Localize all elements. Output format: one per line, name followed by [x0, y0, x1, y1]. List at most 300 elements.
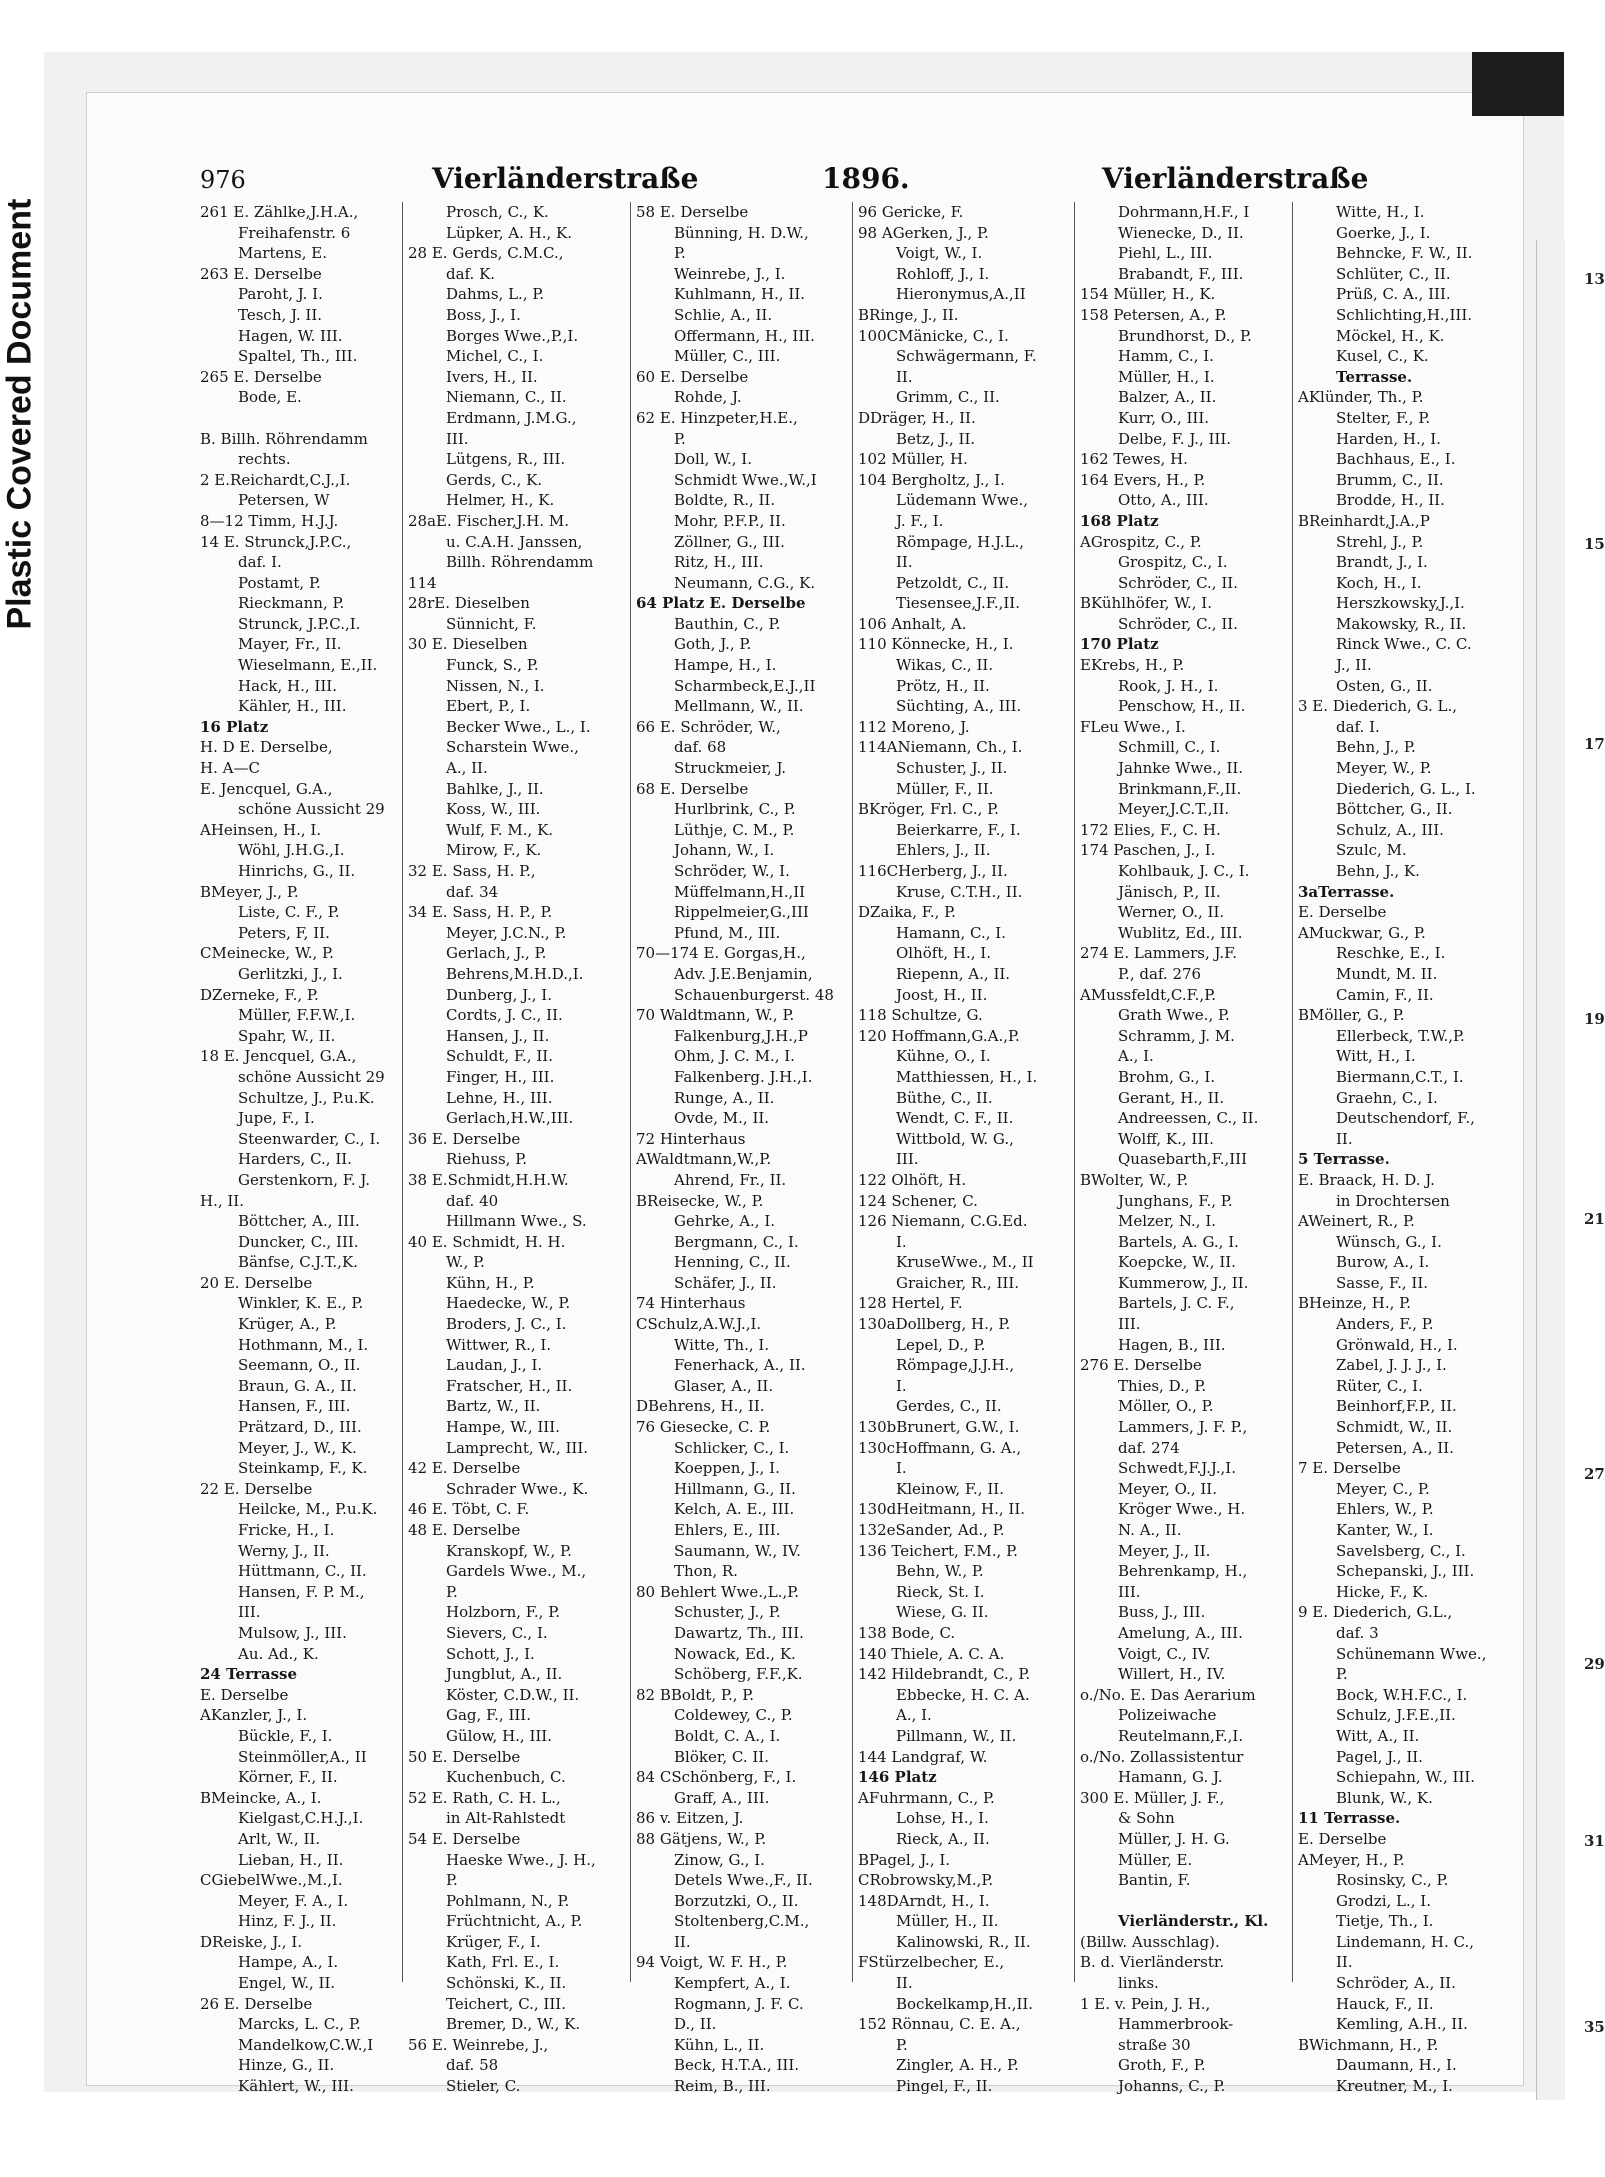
next-page-edge: [1536, 240, 1565, 2100]
directory-entry: 48 E. Derselbe: [408, 1521, 521, 1539]
directory-entry: Goerke, J., I.: [1336, 223, 1431, 242]
directory-entry: EKrebs, H., P.: [1080, 656, 1185, 675]
directory-entry: 80 Behlert Wwe.,L.,P.: [636, 1582, 800, 1601]
directory-entry: B. d. Vierländerstr.: [1080, 1953, 1225, 1972]
directory-entry: Spaltel, Th., III.: [238, 347, 358, 366]
directory-entry: Schlie, A., II.: [674, 305, 773, 324]
directory-entry: III.: [1118, 1582, 1141, 1601]
directory-entry: Brinkmann,F.,II.: [1118, 779, 1242, 798]
directory-entry: 60 E. Derselbe: [636, 367, 749, 386]
directory-entry: Schlüter, C., II.: [1336, 264, 1451, 283]
directory-entry: Meyer, F. A., I.: [238, 1891, 349, 1910]
directory-entry: 70 Waldtmann, W., P.: [636, 1006, 795, 1025]
directory-entry: 84 CSchönberg, F., I.: [636, 1768, 797, 1787]
directory-entry: Graff, A., III.: [674, 1788, 770, 1807]
directory-entry: 3 E. Diederich, G. L.,: [1298, 697, 1458, 716]
directory-entry: Ritz, H., III.: [674, 553, 764, 572]
edge-number: 31: [1584, 1832, 1605, 1850]
directory-entry: Bergmann, C., I.: [674, 1232, 799, 1251]
directory-entry: I.: [896, 1376, 907, 1395]
directory-entry: 126 Niemann, C.G.Ed.: [858, 1212, 1028, 1231]
directory-entry: Rosinsky, C., P.: [1336, 1871, 1449, 1890]
directory-entry: P.: [896, 2035, 908, 2054]
directory-entry: u. C.A.H. Janssen,: [446, 532, 583, 551]
directory-entry: 130bBrunert, G.W., I.: [858, 1418, 1020, 1437]
directory-entry: Kalinowski, R., II.: [896, 1932, 1031, 1951]
directory-entry: 170 Platz: [1080, 635, 1159, 654]
directory-entry: Amelung, A., III.: [1118, 1623, 1243, 1642]
directory-entry: Jänisch, P., II.: [1118, 882, 1221, 901]
directory-entry: rechts.: [238, 450, 291, 469]
directory-entry: daf. 274: [1118, 1438, 1180, 1457]
directory-entry: 26 E. Derselbe: [200, 1994, 313, 2013]
directory-entry: Mulsow, J., III.: [238, 1623, 347, 1642]
directory-entry: Hinze, G., II.: [238, 2056, 335, 2075]
directory-entry: Makowsky, R., II.: [1336, 614, 1467, 633]
directory-entry: Krüger, F., I.: [446, 1932, 541, 1951]
directory-entry: 265 E. Derselbe: [200, 367, 322, 386]
directory-entry: P.: [446, 1871, 458, 1890]
directory-entry: Liste, C. F., P.: [238, 903, 340, 922]
directory-entry: Strehl, J., P.: [1336, 532, 1424, 551]
directory-entry: Gerant, H., II.: [1118, 1088, 1225, 1107]
directory-entry: 20 E. Derselbe: [200, 1273, 313, 1292]
directory-entry: Kath, Frl. E., I.: [446, 1953, 560, 1972]
edge-number: 13: [1584, 270, 1605, 288]
directory-entry: 261 E. Zählke,J.H.A.,: [200, 203, 359, 221]
directory-entry: 130aDollberg, H., P.: [858, 1315, 1011, 1334]
directory-entry: Nissen, N., I.: [446, 676, 545, 695]
directory-entry: Müller, H., II.: [896, 1912, 999, 1931]
directory-entry: Hampe, H., I.: [674, 656, 777, 675]
directory-entry: Delbe, F. J., III.: [1118, 429, 1232, 448]
directory-entry: Brabandt, F., III.: [1118, 264, 1244, 283]
directory-entry: Bänfse, C.J.T.,K.: [238, 1253, 358, 1272]
directory-entry: Müller, J. H. G.: [1118, 1829, 1230, 1848]
directory-entry: Prätzard, D., III.: [238, 1418, 362, 1437]
directory-entry: Mirow, F., K.: [446, 841, 542, 860]
directory-entry: Schwägermann, F.: [896, 347, 1037, 366]
directory-entry: E. Derselbe: [1298, 903, 1387, 922]
directory-entry: Brandt, J., I.: [1336, 553, 1428, 572]
directory-entry: 64 Platz E. Derselbe: [636, 594, 806, 613]
directory-entry: Thies, D., P.: [1118, 1376, 1207, 1395]
directory-entry: Pingel, F., II.: [896, 2077, 993, 2096]
document-type-text: Plastic Covered Document: [0, 198, 39, 630]
directory-entry: Kühn, L., II.: [674, 2035, 765, 2054]
directory-entry: Petersen, A., II.: [1336, 1438, 1454, 1457]
directory-entry: Detels Wwe.,F., II.: [674, 1871, 813, 1890]
directory-entry: Behn, J., K.: [1336, 862, 1420, 880]
directory-entry: Mandelkow,C.W.,I: [238, 2035, 374, 2054]
directory-entry: Broders, J. C., I.: [446, 1315, 567, 1334]
directory-entry: Falkenburg,J.H.,P: [674, 1026, 808, 1045]
directory-entry: Süchting, A., III.: [896, 697, 1022, 716]
directory-entry: 142 Hildebrandt, C., P.: [858, 1665, 1031, 1684]
directory-entry: Schröder, W., I.: [674, 862, 790, 880]
directory-entry: Schlichting,H.,III.: [1336, 305, 1473, 324]
directory-entry: Schlicker, C., I.: [674, 1438, 790, 1457]
directory-entry: 1 E. v. Pein, J. H.,: [1080, 1994, 1211, 2013]
directory-entry: Werner, O., II.: [1118, 903, 1225, 922]
directory-entry: 148DArndt, H., I.: [858, 1891, 990, 1910]
directory-entry: Hinz, F. J., II.: [238, 1912, 337, 1931]
directory-entry: Krüger, A., P.: [238, 1315, 337, 1334]
directory-entry: Otto, A., III.: [1118, 491, 1209, 510]
directory-entry: Grimm, C., II.: [896, 388, 1000, 407]
directory-entry: 96 Gericke, F.: [858, 203, 964, 221]
directory-entry: Billh. Röhrendamm: [446, 553, 594, 572]
directory-entry: 82 BBoldt, P., P.: [636, 1685, 755, 1704]
directory-entry: Kummerow, J., II.: [1118, 1273, 1249, 1292]
directory-entry: Grodzi, L., I.: [1336, 1891, 1431, 1910]
directory-entry: Ebbecke, H. C. A.: [896, 1685, 1030, 1704]
directory-entry: N. A., II.: [1118, 1521, 1182, 1539]
directory-entry: Melzer, N., I.: [1118, 1212, 1217, 1231]
directory-entry: Haedecke, W., P.: [446, 1294, 571, 1313]
directory-entry: II.: [896, 553, 913, 572]
directory-entry: [1080, 1891, 1294, 1912]
directory-column-5: [1080, 202, 1294, 2096]
directory-entry: Erdmann, J.M.G.,: [446, 408, 577, 427]
directory-entry: Hillmann, G., II.: [674, 1479, 796, 1498]
directory-entry: Jupe, F., I.: [238, 1109, 315, 1128]
directory-entry: AMeyer, H., P.: [1298, 1850, 1405, 1869]
directory-entry: Scharmbeck,E.J.,II: [674, 676, 816, 695]
directory-entry: Schmidt Wwe.,W.,I: [674, 470, 817, 489]
directory-entry: Schuldt, F., II.: [446, 1047, 553, 1066]
directory-entry: Meyer, J.C.N., P.: [446, 923, 567, 942]
directory-entry: Boldt, C. A., I.: [674, 1726, 781, 1745]
directory-entry: Kielgast,C.H.J.,I.: [238, 1809, 364, 1828]
directory-entry: Vierländerstr., Kl.: [1118, 1912, 1269, 1931]
directory-entry: Harders, C., II.: [238, 1150, 352, 1169]
directory-entry: Hamm, C., I.: [1118, 347, 1214, 366]
directory-entry: Runge, A., II.: [674, 1088, 775, 1107]
directory-entry: Behn, J., P.: [1336, 738, 1416, 757]
directory-entry: Andreessen, C., II.: [1118, 1109, 1259, 1128]
directory-entry: Gerds, C., K.: [446, 470, 543, 489]
directory-entry: Müller, C., III.: [674, 347, 781, 366]
directory-entry: Lieban, H., II.: [238, 1850, 344, 1869]
directory-entry: 104 Bergholtz, J., I.: [858, 470, 1005, 489]
directory-entry: Freihafenstr. 6: [238, 223, 351, 242]
directory-entry: daf. 3: [1336, 1623, 1379, 1642]
directory-entry: Groth, F., P.: [1118, 2056, 1206, 2075]
directory-entry: Schöberg, F.F.,K.: [674, 1665, 803, 1684]
directory-entry: Müller, F.F.W.,I.: [238, 1006, 356, 1025]
directory-entry: daf. K.: [446, 264, 496, 283]
directory-entry: Bockelkamp,H.,II.: [896, 1994, 1034, 2013]
directory-entry: Kemling, A.H., II.: [1336, 2015, 1468, 2034]
directory-entry: Zabel, J. J. J., I.: [1336, 1356, 1447, 1375]
directory-entry: Müller, H., I.: [1118, 367, 1215, 386]
directory-entry: Sasse, F., II.: [1336, 1273, 1429, 1292]
directory-entry: Struckmeier, J.: [674, 759, 787, 778]
directory-entry: Hicke, F., K.: [1336, 1582, 1429, 1601]
directory-entry: Schepanski, J., III.: [1336, 1562, 1475, 1581]
directory-entry: DZaika, F., P.: [858, 903, 956, 922]
directory-entry: 16 Platz: [200, 717, 269, 736]
column-divider: [852, 202, 853, 1982]
directory-entry: Gerlach,H.W.,III.: [446, 1109, 574, 1128]
directory-entry: AWeinert, R., P.: [1298, 1212, 1415, 1231]
directory-entry: CGiebelWwe.,M.,I.: [200, 1871, 343, 1890]
directory-entry: I.: [896, 1232, 907, 1251]
directory-entry: 5 Terrasse.: [1298, 1150, 1390, 1169]
directory-entry: AGrospitz, C., P.: [1080, 532, 1202, 551]
directory-entry: Lindemann, H. C.,: [1336, 1932, 1475, 1951]
directory-entry: Penschow, H., II.: [1118, 697, 1246, 716]
directory-entry: BRinge, J., II.: [858, 305, 959, 324]
directory-entry: Bock, W.H.F.C., I.: [1336, 1685, 1468, 1704]
directory-entry: Bartz, W., II.: [446, 1397, 541, 1416]
directory-entry: Holzborn, F., P.: [446, 1603, 561, 1622]
directory-entry: Schultze, J., P.u.K.: [238, 1088, 375, 1107]
directory-entry: Kählert, W., III.: [238, 2077, 354, 2096]
directory-entry: Mellmann, W., II.: [674, 697, 804, 716]
directory-entry: Witt, H., I.: [1336, 1047, 1416, 1066]
directory-entry: Wublitz, Ed., III.: [1118, 923, 1243, 942]
edge-number: 35: [1584, 2018, 1605, 2036]
directory-entry: A., II.: [446, 759, 488, 778]
directory-entry: Fricke, H., I.: [238, 1521, 335, 1539]
directory-entry: BKühlhöfer, W., I.: [1080, 594, 1212, 613]
header-year: 1896.: [822, 162, 910, 195]
directory-entry: Beinhorf,F.P., II.: [1336, 1397, 1457, 1416]
directory-entry: Heilcke, M., P.u.K.: [238, 1500, 378, 1519]
directory-entry: 122 Olhöft, H.: [858, 1170, 967, 1189]
directory-entry: AKanzler, J., I.: [200, 1706, 308, 1725]
directory-entry: Prüß, C. A., III.: [1336, 285, 1451, 304]
directory-entry: Harden, H., I.: [1336, 429, 1441, 448]
directory-entry: BPagel, J., I.: [858, 1850, 951, 1869]
directory-entry: straße 30: [1118, 2035, 1191, 2054]
directory-entry: BKröger, Frl. C., P.: [858, 800, 999, 819]
directory-entry: Becker Wwe., L., I.: [446, 717, 591, 736]
directory-entry: Johanns, C., P.: [1118, 2077, 1226, 2096]
directory-entry: Borzutzki, O., II.: [674, 1891, 799, 1910]
directory-entry: Grospitz, C., I.: [1118, 553, 1228, 572]
directory-entry: daf. I.: [238, 553, 282, 572]
directory-entry: Wikas, C., II.: [896, 656, 994, 675]
directory-entry: links.: [1118, 1974, 1159, 1993]
directory-entry: Meyer, J., II.: [1118, 1541, 1211, 1560]
directory-entry: Stieler, C.: [446, 2077, 521, 2096]
directory-entry: II.: [674, 1932, 691, 1951]
directory-entry: Kröger Wwe., H.: [1118, 1500, 1246, 1519]
directory-entry: Lüdemann Wwe.,: [896, 491, 1029, 510]
directory-entry: 68 E. Derselbe: [636, 779, 749, 798]
directory-entry: 144 Landgraf, W.: [858, 1747, 988, 1766]
directory-entry: Gerdes, C., II.: [896, 1397, 1002, 1416]
directory-entry: Johann, W., I.: [674, 841, 775, 860]
directory-entry: Wünsch, G., I.: [1336, 1232, 1442, 1251]
directory-entry: Joost, H., II.: [896, 985, 988, 1004]
directory-entry: 130dHeitmann, H., II.: [858, 1500, 1026, 1519]
directory-entry: Michel, C., I.: [446, 347, 544, 366]
directory-entry: Wendt, C. F., II.: [896, 1109, 1014, 1128]
directory-entry: Tietje, Th., I.: [1336, 1912, 1434, 1931]
directory-entry: Schünemann Wwe.,: [1336, 1644, 1487, 1663]
directory-entry: Braun, G. A., II.: [238, 1376, 357, 1395]
directory-entry: Hüttmann, C., II.: [238, 1562, 367, 1581]
directory-entry: Bünning, H. D.W.,: [674, 223, 809, 242]
scan-corner-shadow: [1472, 52, 1564, 116]
directory-entry: Ehlers, E., III.: [674, 1521, 781, 1539]
directory-entry: 114ANiemann, Ch., I.: [858, 738, 1023, 757]
directory-entry: Falkenberg. J.H.,I.: [674, 1067, 813, 1086]
directory-entry: daf. 58: [446, 2056, 499, 2075]
directory-entry: 70—174 E. Gorgas,H.,: [636, 944, 806, 963]
directory-entry: 72 Hinterhaus: [636, 1129, 746, 1148]
directory-entry: Haeske Wwe., J. H.,: [446, 1850, 596, 1869]
directory-entry: Gardels Wwe., M.,: [446, 1562, 587, 1581]
directory-entry: Paroht, J. I.: [238, 285, 323, 304]
directory-entry: Offermann, H., III.: [674, 326, 815, 345]
directory-entry: Brodde, H., II.: [1336, 491, 1445, 510]
directory-entry: Tiesensee,J.F.,II.: [896, 594, 1020, 613]
directory-entry: Müffelmann,H.,II: [674, 882, 806, 901]
directory-entry: P.: [446, 1582, 458, 1601]
directory-entry: Dunberg, J., I.: [446, 985, 552, 1004]
directory-entry: Schröder, C., II.: [1118, 614, 1238, 633]
directory-entry: Duncker, C., III.: [238, 1232, 359, 1251]
directory-entry: Koepcke, W., II.: [1118, 1253, 1236, 1272]
directory-entry: 130cHoffmann, G. A.,: [858, 1438, 1022, 1457]
directory-entry: Schramm, J. M.: [1118, 1026, 1235, 1045]
directory-entry: 132eSander, Ad., P.: [858, 1521, 1005, 1539]
directory-entry: Kempfert, A., I.: [674, 1974, 791, 1993]
directory-entry: 28aE. Fischer,J.H. M.: [408, 511, 570, 530]
directory-entry: Laudan, J., I.: [446, 1356, 543, 1375]
directory-entry: Kanter, W., I.: [1336, 1521, 1434, 1539]
directory-entry: (Billw. Ausschlag).: [1080, 1932, 1220, 1951]
column-divider: [1074, 202, 1075, 1982]
directory-entry: Herszkowsky,J.,I.: [1336, 594, 1465, 613]
directory-entry: Behrenkamp, H.,: [1118, 1562, 1248, 1581]
directory-entry: Koeppen, J., I.: [674, 1459, 780, 1478]
directory-entry: Kähler, H., III.: [238, 697, 347, 716]
directory-entry: daf. 34: [446, 882, 499, 901]
directory-entry: 38 E.Schmidt,H.H.W.: [408, 1170, 569, 1189]
directory-entry: 56 E. Weinrebe, J.,: [408, 2035, 549, 2054]
directory-entry: 14 E. Strunck,J.P.C.,: [200, 532, 352, 551]
directory-entry: Marcks, L. C., P.: [238, 2015, 361, 2034]
directory-entry: Lüthje, C. M., P.: [674, 820, 795, 839]
directory-entry: Bachhaus, E., I.: [1336, 450, 1456, 469]
directory-entry: Bahlke, J., II.: [446, 779, 544, 798]
directory-entry: 18 E. Jencquel, G.A.,: [200, 1047, 357, 1066]
directory-entry: Boss, J., I.: [446, 305, 521, 324]
directory-entry: Wolff, K., III.: [1118, 1129, 1214, 1148]
directory-entry: 40 E. Schmidt, H. H.: [408, 1232, 566, 1251]
directory-entry: 32 E. Sass, H. P.,: [408, 862, 536, 880]
directory-entry: CRobrowsky,M.,P.: [858, 1871, 994, 1890]
directory-entry: Blöker, C. II.: [674, 1747, 769, 1766]
directory-entry: Hamann, C., I.: [896, 923, 1006, 942]
directory-entry: Rohde, J.: [674, 388, 742, 407]
directory-entry: Kuhlmann, H., II.: [674, 285, 806, 304]
directory-entry: Schuster, J., II.: [896, 759, 1008, 778]
directory-entry: Kruse, C.T.H., II.: [896, 882, 1023, 901]
directory-entry: Ohm, J. C. M., I.: [674, 1047, 795, 1066]
directory-entry: Schönski, K., II.: [446, 1974, 567, 1993]
directory-entry: Schiepahn, W., III.: [1336, 1768, 1476, 1787]
directory-entry: [200, 408, 404, 429]
directory-entry: III.: [446, 429, 469, 448]
directory-entry: Pohlmann, N., P.: [446, 1891, 570, 1910]
directory-entry: E. Jencquel, G.A.,: [200, 779, 333, 798]
directory-entry: Schmidt, W., II.: [1336, 1418, 1453, 1437]
directory-entry: Böttcher, G., II.: [1336, 800, 1453, 819]
directory-entry: Schmill, C., I.: [1118, 738, 1221, 757]
directory-entry: Hagen, B., III.: [1118, 1335, 1226, 1354]
directory-entry: 136 Teichert, F.M., P.: [858, 1541, 1018, 1560]
directory-entry: Behn, W., P.: [896, 1562, 984, 1581]
directory-entry: Gülow, H., III.: [446, 1726, 552, 1745]
directory-entry: Hampe, W., III.: [446, 1418, 560, 1437]
directory-entry: Wöhl, J.H.G.,I.: [238, 841, 345, 860]
directory-entry: P.: [1336, 1665, 1348, 1684]
directory-entry: Dahms, L., P.: [446, 285, 545, 304]
directory-entry: & Sohn: [1118, 1809, 1175, 1828]
directory-entry: Beierkarre, F., I.: [896, 820, 1021, 839]
directory-entry: Terrasse.: [1336, 367, 1413, 386]
directory-entry: Petzoldt, C., II.: [896, 573, 1010, 592]
directory-entry: Helmer, H., K.: [446, 491, 555, 510]
directory-entry: Funck, S., P.: [446, 656, 539, 675]
directory-entry: 42 E. Derselbe: [408, 1459, 521, 1478]
directory-entry: 100CMänicke, C., I.: [858, 326, 1009, 345]
directory-entry: Körner, F., II.: [238, 1768, 338, 1787]
directory-entry: Wiese, G. II.: [896, 1603, 989, 1622]
directory-entry: 76 Giesecke, C. P.: [636, 1418, 771, 1437]
directory-entry: Coldewey, C., P.: [674, 1706, 793, 1725]
directory-entry: 11 Terrasse.: [1298, 1809, 1401, 1828]
directory-entry: Schott, J., I.: [446, 1644, 535, 1663]
directory-entry: 50 E. Derselbe: [408, 1747, 521, 1766]
page-number: 976: [200, 166, 246, 194]
directory-entry: Witte, H., I.: [1336, 203, 1425, 221]
directory-entry: AKlünder, Th., P.: [1298, 388, 1424, 407]
directory-entry: Teichert, C., III.: [446, 1994, 566, 2013]
directory-entry: Lepel, D., P.: [896, 1335, 986, 1354]
directory-entry: Steinkamp, F., K.: [238, 1459, 368, 1478]
directory-entry: Lüpker, A. H., K.: [446, 223, 572, 242]
directory-entry: Mundt, M. II.: [1336, 964, 1438, 983]
directory-entry: Kranskopf, W., P.: [446, 1541, 572, 1560]
directory-entry: DReiske, J., I.: [200, 1932, 303, 1951]
directory-entry: CMeinecke, W., P.: [200, 944, 334, 963]
directory-entry: daf. 68: [674, 738, 727, 757]
directory-entry: Pillmann, W., II.: [896, 1726, 1017, 1745]
directory-entry: Rüter, C., I.: [1336, 1376, 1423, 1395]
directory-entry: Hansen, J., II.: [446, 1026, 550, 1045]
directory-entry: Winkler, K. E., P.: [238, 1294, 364, 1313]
edge-number: 27: [1584, 1465, 1605, 1483]
directory-entry: daf. I.: [1336, 717, 1380, 736]
directory-entry: Möckel, H., K.: [1336, 326, 1445, 345]
directory-entry: Borges Wwe.,P.,I.: [446, 326, 579, 345]
directory-entry: Camin, F., II.: [1336, 985, 1434, 1004]
directory-entry: Gag, F., III.: [446, 1706, 531, 1725]
directory-entry: 120 Hoffmann,G.A.,P.: [858, 1026, 1020, 1045]
directory-column-4: [858, 202, 1076, 2096]
directory-entry: Koss, W., III.: [446, 800, 541, 819]
directory-entry: Dohrmann,H.F., I: [1118, 203, 1250, 221]
header-street-right: Vierländerstraße: [1102, 162, 1369, 195]
